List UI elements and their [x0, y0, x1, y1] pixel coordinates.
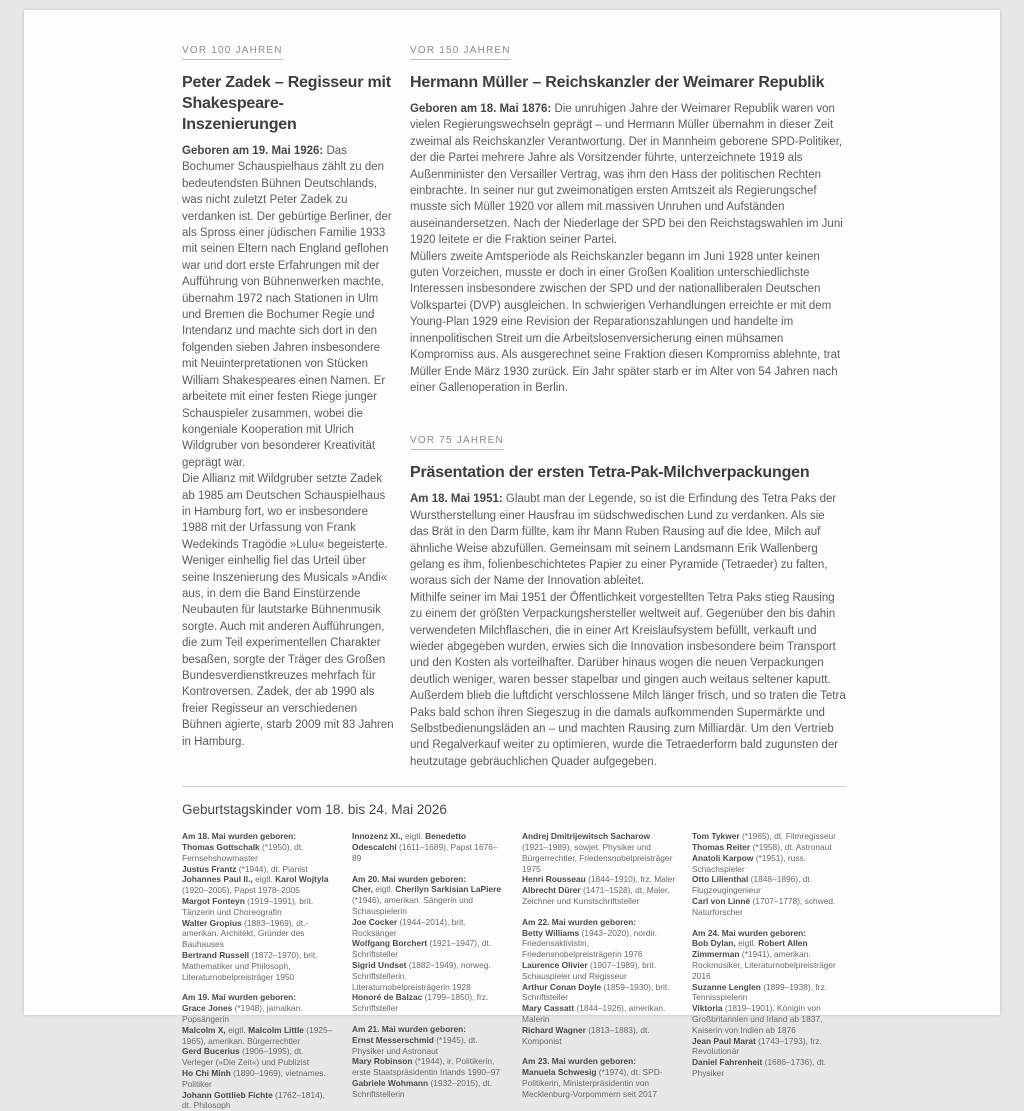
birthday-entry: Viktoria (1819–1901), Königin von Großbritannien und Irland ab 1837, Kaiserin von Indien ab 1876: [692, 1003, 846, 1035]
birthday-day-header: Am 22. Mai wurden geboren:: [522, 917, 676, 928]
birthday-day-header: Am 18. Mai wurden geboren:: [182, 831, 336, 842]
article-title: Hermann Müller – Reichskanzler der Weimarer Republik: [410, 72, 846, 93]
article-body: [182, 143, 394, 750]
article-hermann-mueller: [410, 40, 846, 396]
article-body: [410, 101, 846, 396]
birthday-entry: Henri Rousseau (1844–1910), frz. Maler: [522, 874, 676, 885]
birthday-day-header: Am 21. Mai wurden geboren:: [352, 1024, 506, 1035]
birthday-entry: Ho Chi Minh (1890–1969), vietnames. Politiker: [182, 1068, 336, 1090]
birthday-entry: Gerd Bucerius (1906–1995), dt. Verleger (»Die Zeit«) und Publizist: [182, 1046, 336, 1068]
birthday-entry: Bob Dylan, eigtl. Robert Allen Zimmerman (*1941), amerikan. Rockmusiker, Literaturnobelpreisträger 2016: [692, 938, 846, 981]
birthday-entry: Betty Williams (1943–2020), nordir. Friedensaktivistin, Friedensnobelpreisträgerin 1976: [522, 928, 676, 960]
birthday-entry: Arthur Conan Doyle (1859–1930), brit. Schriftsteller: [522, 982, 676, 1004]
birthday-entry: Justus Frantz (*1944), dt. Pianist: [182, 864, 336, 875]
birthday-entry: Thomas Reiter (*1958), dt. Astronaut: [692, 842, 846, 853]
calendar-sheet: [24, 10, 1000, 1015]
article-peter-zadek: [182, 40, 394, 750]
birthday-column: [352, 831, 506, 1111]
birthday-entry: Ernst Messerschmid (*1945), dt. Physiker und Astronaut: [352, 1035, 506, 1057]
right-column: [410, 40, 846, 770]
birthday-columns: [182, 831, 846, 1111]
article-paragraph: Am 18. Mai 1951: Glaubt man der Legende, so ist die Erfindung des Tetra Paks der Wurstherstellung einer Hausfrau im südschwedischen Lund zu verdanken. Als sie das Brät in den Darm füllte, kam ihr Mann Ruben Rausing auf die Idee, Milch auf ähnliche Weise abzufüllen. Gemeinsam mit seinem Landsmann Erik Wallenberg gelang es ihm, folienbeschichtetes Papier zu einer Pyramide (Tetraeder) zu falten, woraus sich der Name der Innovation ableitet.: [410, 491, 846, 589]
birthday-entry: Johann Gottlieb Fichte (1762–1814), dt. Philosoph: [182, 1090, 336, 1111]
birthday-entry: Tom Tykwer (*1965), dt. Filmregisseur: [692, 831, 846, 842]
paragraph-lead-in: Geboren am 18. Mai 1876:: [410, 103, 554, 115]
birthday-entry: Honoré de Balzac (1799–1850), frz. Schriftsteller: [352, 992, 506, 1014]
article-paragraph: Müllers zweite Amtsperiode als Reichskanzler begann im Juni 1928 unter keinen guten Vorzeichen, musste er doch in einer Großen Koalition unterschiedlichste Interessen insbesondere zwischen der SPD und der nationalliberalen Deutschen Volkspartei (DVP) ausgleichen. In schwierigen Verhandlungen erreichte er mit dem Young-Plan 1929 eine Revision der Reparationszahlungen und handelte im innenpolitischen Streit um die Arbeitslosenversicherung einen mühsamen Kompromiss aus. Als ausgerechnet seine Fraktion diesen Kompromiss ablehnte, trat Müller Ende März 1930 zurück. Ein Jahr später starb er im Alter von 54 Jahren nach einer Gallenoperation in Berlin.: [410, 249, 846, 397]
birthday-column: [182, 831, 336, 1111]
birthday-entry: Anatoli Karpow (*1951), russ. Schachspieler: [692, 853, 846, 875]
birthdays-title: Geburtstagskinder vom 18. bis 24. Mai 2026: [182, 802, 846, 817]
birthday-day-header: Am 23. Mai wurden geboren:: [522, 1056, 676, 1067]
article-body: [410, 491, 846, 770]
birthday-day-header: Am 24. Mai wurden geboren:: [692, 928, 846, 939]
birthday-entry: Laurence Olivier (1907–1989), brit. Schauspieler und Regisseur: [522, 960, 676, 982]
birthdays-section: [182, 802, 846, 1111]
article-title: Peter Zadek – Regisseur mit Shakespeare-Inszenierungen: [182, 72, 394, 135]
birthday-entry: Margot Fonteyn (1919–1991), brit. Tänzerin und Choreografin: [182, 896, 336, 918]
article-paragraph: Die Allianz mit Wildgruber setzte Zadek ab 1985 am Deutschen Schauspielhaus in Hamburg fort, wo er insbesondere 1988 mit der Urfassung von Frank Wedekinds Tragödie »Lulu« begeisterte. Weniger einhellig fiel das Urteil über seine Inszenierung des Musicals »Andi« aus, in dem die Band Einstürzende Neubauten für lautstarke Bühnenmusik sorgte. Auch mit anderen Aufführungen, die zum Teil experimentellen Charakter besaßen, sorgte der Träger des Großen Bundesverdienstkreuzes mehrfach für Kontroversen. Zadek, der ab 1990 als freier Regisseur an verschiedenen Bühnen agierte, starb 2009 mit 83 Jahren in Hamburg.: [182, 471, 394, 750]
birthday-entry: Bertrand Russell (1872–1970), brit. Mathematiker und Philosoph, Literaturnobelpreisträger 1950: [182, 950, 336, 982]
paragraph-lead-in: Geboren am 19. Mai 1926:: [182, 145, 326, 157]
articles-section: [182, 40, 846, 770]
article-title: Präsentation der ersten Tetra-Pak-Milchverpackungen: [410, 462, 846, 483]
paragraph-lead-in: Am 18. Mai 1951:: [410, 493, 506, 505]
birthday-column: [692, 831, 846, 1111]
birthday-entry: Jean Paul Marat (1743–1793), frz. Revolutionär: [692, 1036, 846, 1058]
kicker-vor-75-jahren: VOR 75 JAHREN: [410, 435, 504, 450]
birthday-entry: Joe Cocker (1944–2014), brit. Rocksänger: [352, 917, 506, 939]
article-tetra-pak: [410, 430, 846, 770]
birthday-entry: Gabriele Wohmann (1932–2015), dt. Schriftstellerin: [352, 1078, 506, 1100]
birthday-entry: Cher, eigtl. Cherilyn Sarkisian LaPiere (*1946), amerikan. Sängerin und Schauspielerin: [352, 884, 506, 916]
birthday-entry: Carl von Linné (1707–1778), schwed. Naturforscher: [692, 896, 846, 918]
birthday-entry: Mary Cassatt (1844–1926), amerikan. Malerin: [522, 1003, 676, 1025]
birthday-day-header: Am 20. Mai wurden geboren:: [352, 874, 506, 885]
birthday-entry: Mary Robinson (*1944), ir. Politikerin, erste Staatspräsidentin Irlands 1990–97: [352, 1056, 506, 1078]
article-paragraph: Geboren am 18. Mai 1876: Die unruhigen Jahre der Weimarer Republik waren von vielen Regierungswechseln geprägt – und Hermann Müller übernahm in dieser Zeit zweimal als Reichskanzler Verantwortung. Der in Mannheim geborene SPD-Politiker, der die Partei mehrere Jahre als Vorsitzender führte, unterzeichnete 1919 als Außenminister den Versailler Vertrag, was ihm den Hass der politischen Rechten einbrachte. In seiner nur gut zweimonatigen ersten Amtszeit als Regierungschef musste sich Müller 1920 vor allem mit massiven Unruhen und Aufständen auseinandersetzen. Nach der Niederlage der SPD bei den Reichstagswahlen im Juni 1920 leitete er die Fraktion seiner Partei.: [410, 101, 846, 249]
birthday-entry: Daniel Fahrenheit (1686–1736), dt. Physiker: [692, 1057, 846, 1079]
birthday-entry: Sigrid Undset (1882–1949), norweg. Schriftstellerin, Literaturnobelpreisträgerin 1928: [352, 960, 506, 992]
article-paragraph: Geboren am 19. Mai 1926: Das Bochumer Schauspielhaus zählt zu den bedeutendsten Bühnen Deutschlands, was nicht zuletzt Peter Zadek zu verdanken ist. Der gebürtige Berliner, der als Spross einer jüdischen Familie 1933 mit seinen Eltern nach England geflohen war und dort erste Erfahrungen mit der Aufführung von Bühnenwerken machte, übernahm 1972 nach Stationen in Ulm und Bremen die Bochumer Regie und Intendanz und machte sich dort in den folgenden sieben Jahren insbesondere mit Neuinterpretationen von Stücken William Shakespeares einen Namen. Er arbeitete mit einer festen Riege junger Schauspieler zusammen, wobei die kongeniale Kooperation mit Ulrich Wildgruber von besonderer Kreativität geprägt war.: [182, 143, 394, 471]
birthday-entry: Walter Gropius (1883–1969), dt.-amerikan. Architekt, Gründer des Bauhauses: [182, 918, 336, 950]
birthday-entry: Manuela Schwesig (*1974), dt. SPD-Politikerin, Ministerpräsidentin von Mecklenburg-Vorpommern seit 2017: [522, 1067, 676, 1099]
section-divider: [182, 786, 846, 787]
birthday-column: [522, 831, 676, 1111]
birthday-entry: Andrej Dmitrijewitsch Sacharow (1921–1989), sowjet. Physiker und Bürgerrechtler, Friedensnobelpreisträger 1975: [522, 831, 676, 874]
page-content: [182, 40, 846, 1111]
birthday-entry: Malcolm X, eigtl. Malcolm Little (1925–1965), amerikan. Bürgerrechtler: [182, 1025, 336, 1047]
birthday-entry: Johannes Paul II., eigtl. Karol Wojtyla (1920–2005), Papst 1978–2005: [182, 874, 336, 896]
birthday-day-header: Am 19. Mai wurden geboren:: [182, 992, 336, 1003]
birthday-entry: Richard Wagner (1813–1883), dt. Komponist: [522, 1025, 676, 1047]
birthday-entry: Suzanne Lenglen (1899–1938), frz. Tennisspielerin: [692, 982, 846, 1004]
birthday-entry: Otto Lilienthal (1848–1896), dt. Flugzeugingenieur: [692, 874, 846, 896]
kicker-vor-150-jahren: VOR 150 JAHREN: [410, 45, 511, 60]
kicker-vor-100-jahren: VOR 100 JAHREN: [182, 45, 283, 60]
birthday-entry: Wolfgang Borchert (1921–1947), dt. Schriftsteller: [352, 938, 506, 960]
birthday-entry: Innozenz XI., eigtl. Benedetto Odescalchi (1611–1689), Papst 1676–89: [352, 831, 506, 863]
birthday-entry: Albrecht Dürer (1471–1528), dt. Maler, Zeichner und Kunstschriftsteller: [522, 885, 676, 907]
birthday-entry: Grace Jones (*1948), jamaikan. Popsängerin: [182, 1003, 336, 1025]
article-paragraph: Mithilfe seiner im Mai 1951 der Öffentlichkeit vorgestellten Tetra Paks stieg Rausing zu einem der größten Verpackungshersteller weltweit auf. Gegenüber den bis dahin verwendeten Milchflaschen, die in einer Art Kreislaufsystem befüllt, verkauft und wieder abgegeben wurden, erwies sich die Innovation insbesondere beim Transport und den Kosten als vorteilhafter. Darüber hinaus wogen die neuen Verpackungen deutlich weniger, waren besser stapelbar und gingen auch weitaus seltener kaputt. Außerdem blieb die luftdicht verschlossene Milch länger frisch, und so traten die Tetra Paks bald schon ihren Siegeszug in die damals aufkommenden Supermärkte und Selbstbedienungsläden an – und machten Rausing zum Milliardär. Um den Vertrieb und Regalverkauf weiter zu optimieren, wurde die Tetraederform bald zugunsten der heutzutage gebräuchlichen Quader aufgegeben.: [410, 590, 846, 770]
birthday-entry: Thomas Gottschalk (*1950), dt. Fernsehshowmaster: [182, 842, 336, 864]
